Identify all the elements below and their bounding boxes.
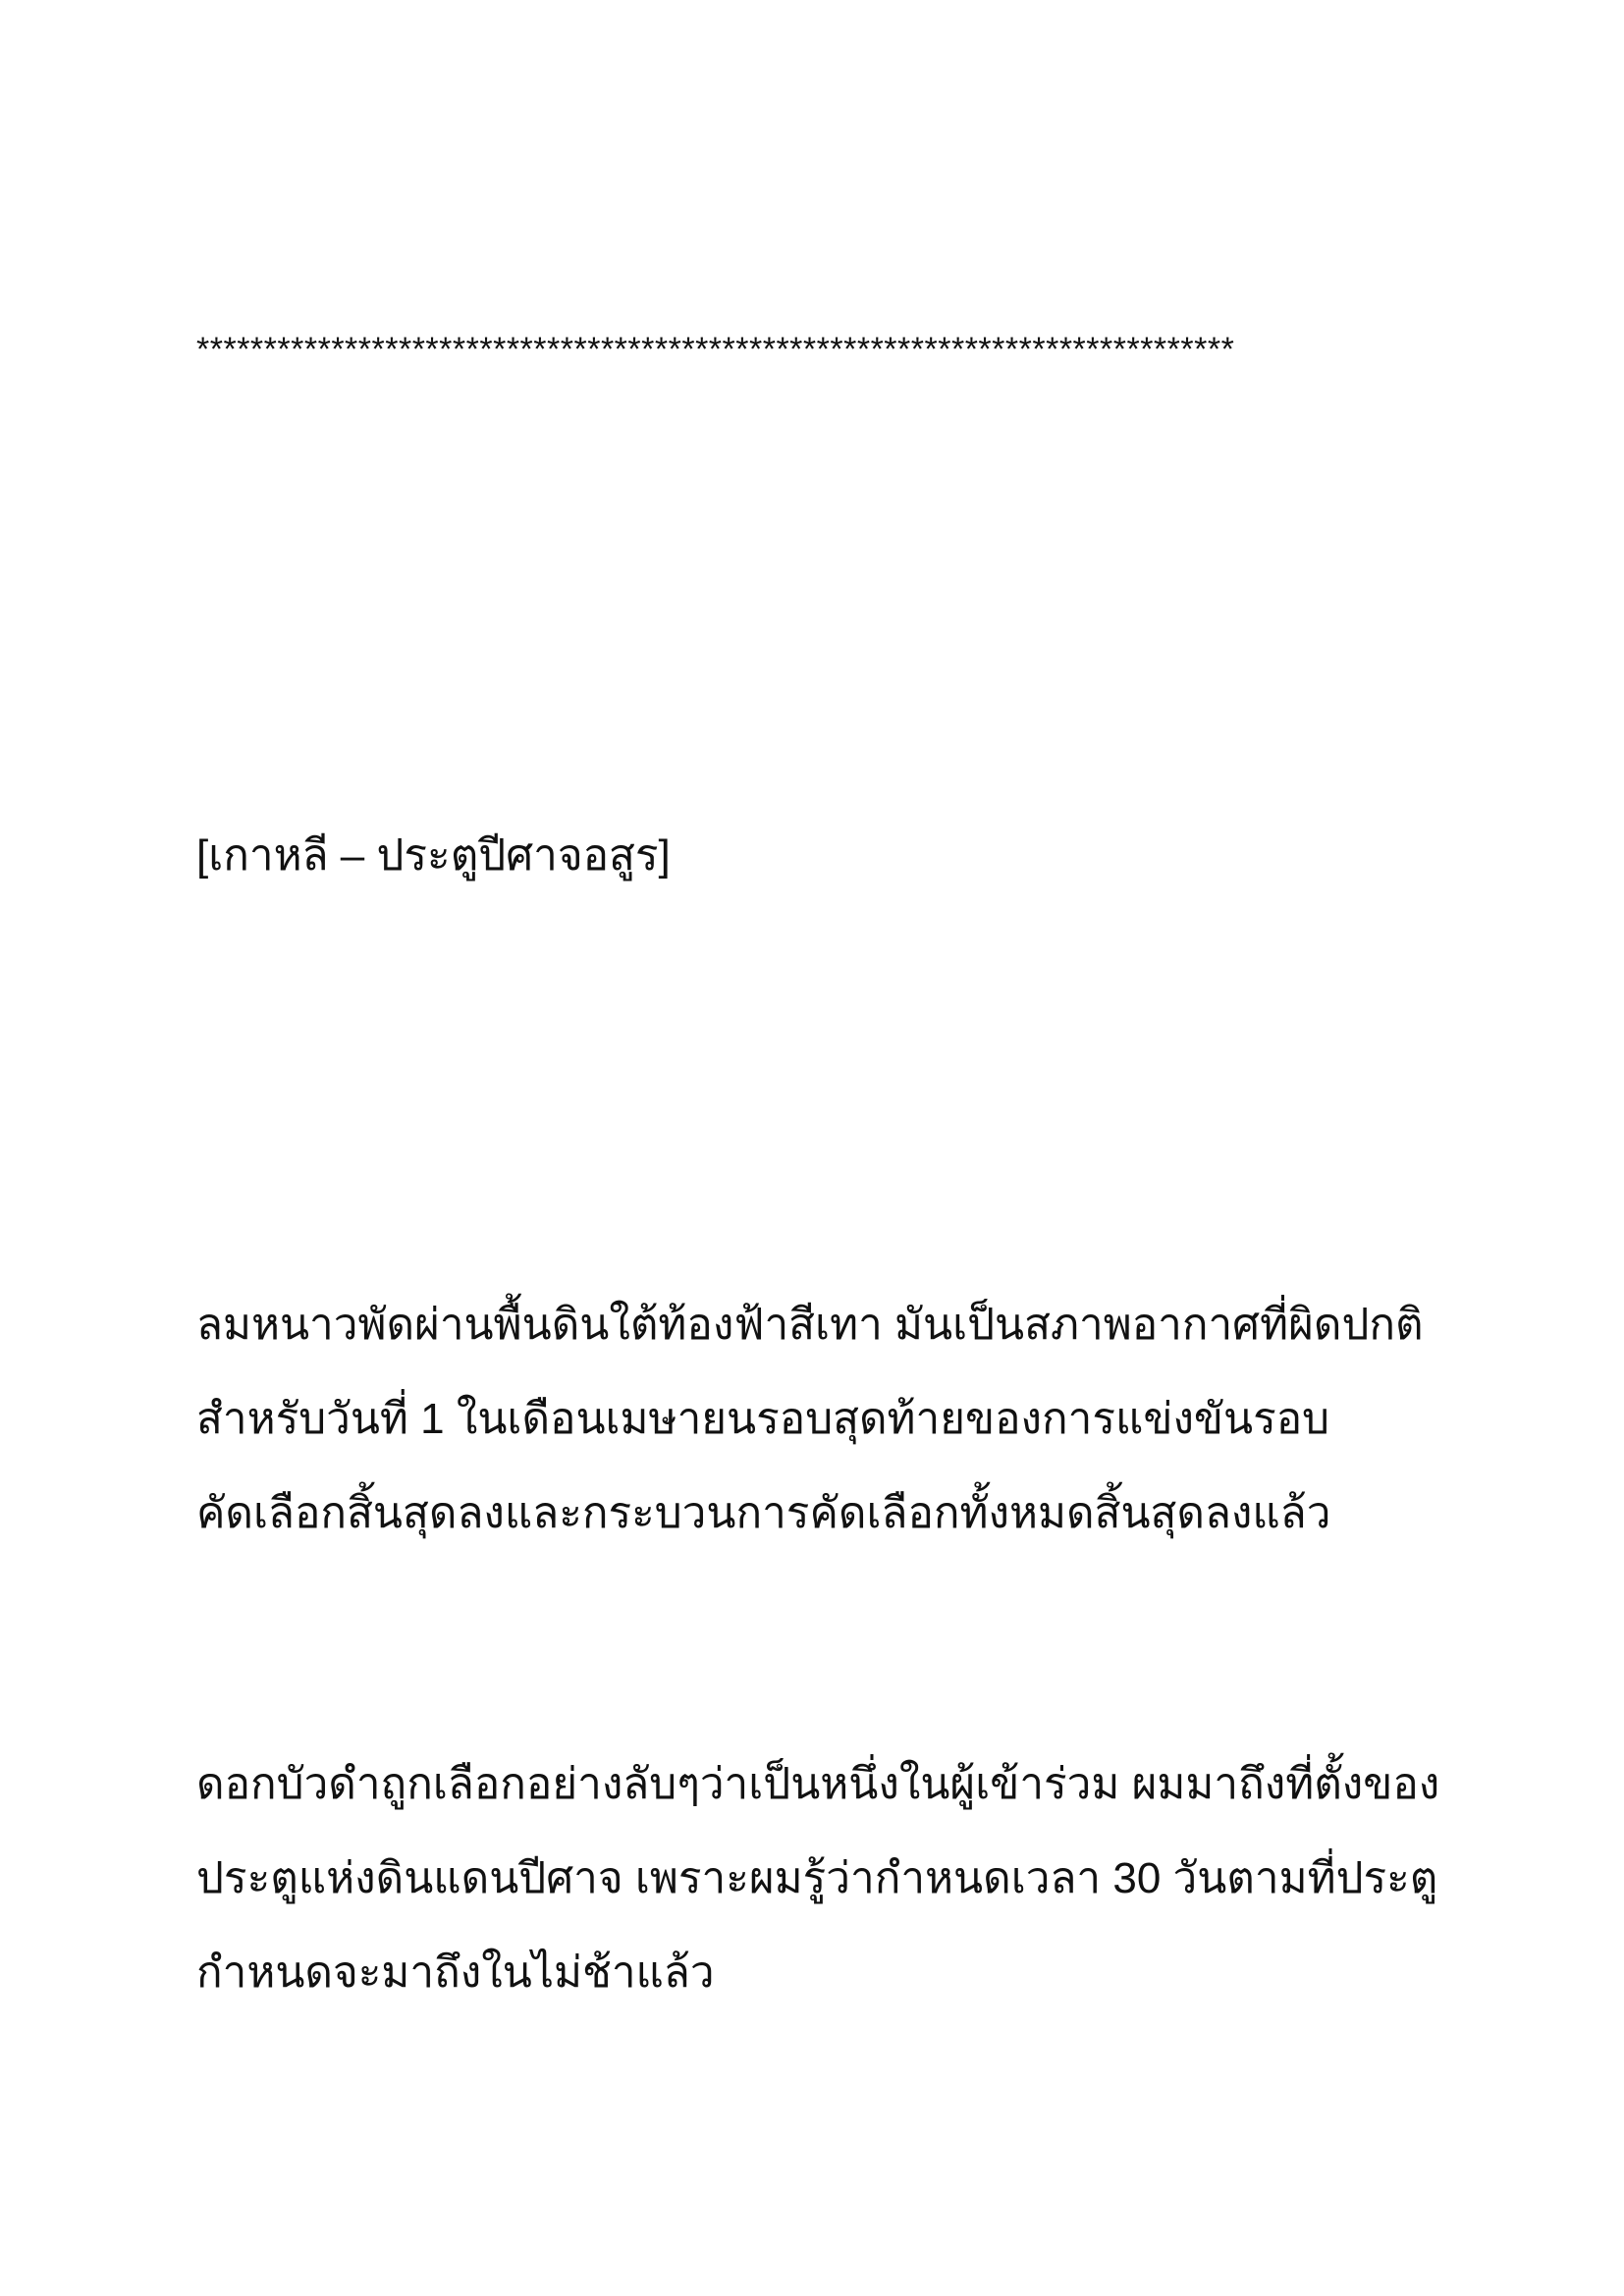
paragraph-line: คัดเลือกสิ้นสุดลงและกระบวนการคัดเลือกทั้งหมดสิ้นสุดลงแล้ว bbox=[196, 1489, 1331, 1537]
paragraph-2 bbox=[196, 1737, 1453, 2020]
paragraph-1 bbox=[196, 1278, 1453, 1561]
chapter-title: [เกาหลี – ประตูปีศาจอสูร] bbox=[196, 831, 671, 880]
paragraph-line: ลมหนาวพัดผ่านพื้นดินใต้ท้องฟ้าสีเทา มันเป็นสภาพอากาศที่ผิดปกติ bbox=[196, 1301, 1424, 1349]
paragraph-line: สำหรับวันที่ 1 ในเดือนเมษายนรอบสุดท้ายของการแข่งขันรอบ bbox=[196, 1395, 1330, 1443]
paragraph-line: กำหนดจะมาถึงในไม่ช้าแล้ว bbox=[196, 1949, 715, 1997]
paragraph-line: ประตูแห่งดินแดนปีศาจ เพราะผมรู้ว่ากำหนดเวลา 30 วันตามที่ประตู bbox=[196, 1854, 1438, 1902]
asterisk-separator: ***************************************************************************** bbox=[196, 331, 1235, 368]
paragraph-line: ดอกบัวดำถูกเลือกอย่างลับๆว่าเป็นหนึ่งในผู้เข้าร่วม ผมมาถึงที่ตั้งของ bbox=[196, 1760, 1440, 1808]
